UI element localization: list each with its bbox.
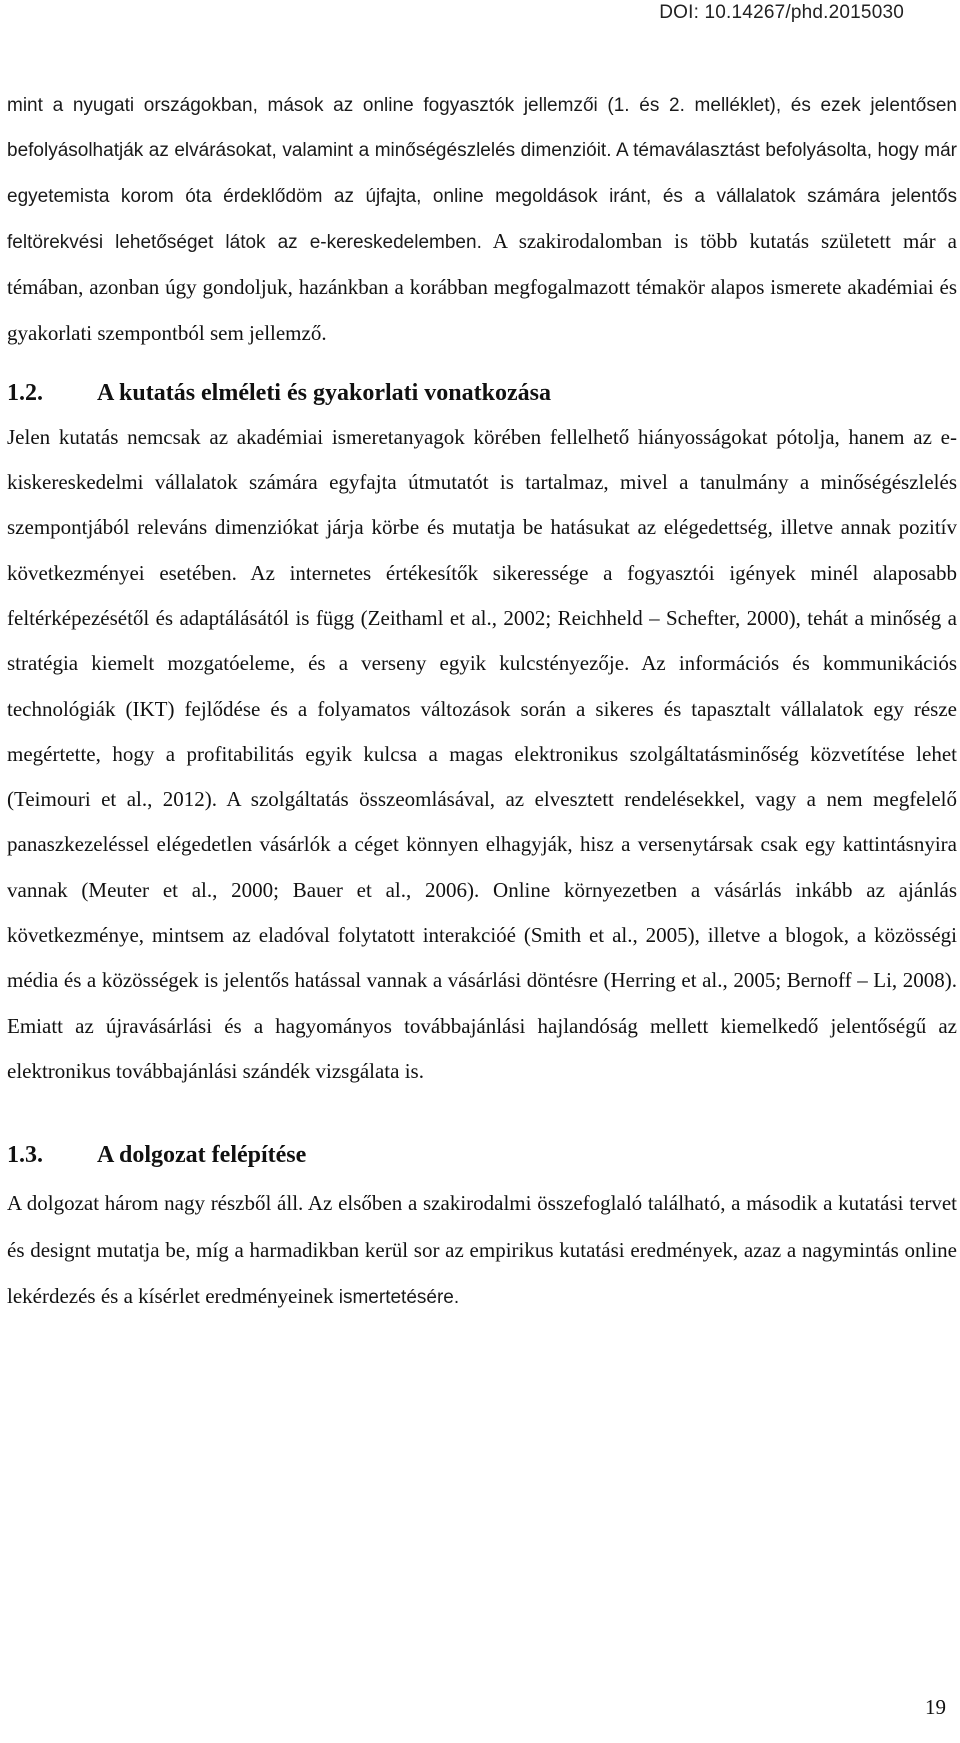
page-body bbox=[7, 83, 957, 1320]
structure-paragraph-sans-part: ismertetésére. bbox=[338, 1286, 460, 1308]
section-title: A dolgozat felépítése bbox=[97, 1142, 307, 1169]
section-heading-1-3 bbox=[7, 1142, 957, 1169]
section-heading-1-2 bbox=[7, 380, 957, 407]
structure-paragraph-serif-part: A dolgozat három nagy részből áll. Az elsőben a szakirodalmi összefoglaló található, a második a kutatási tervet és designt mutatja be, míg a harmadikban kerül sor az empirikus kutatási eredmények, azaz a nagymintás online lekérdezés és a kísérlet eredményeinek bbox=[7, 1191, 957, 1308]
section-number: 1.2. bbox=[7, 379, 43, 406]
structure-paragraph bbox=[7, 1181, 957, 1320]
relevance-paragraph: Jelen kutatás nemcsak az akadémiai ismeretanyagok körében fellelhető hiányosságokat pótolja, hanem az e-kiskereskedelmi vállalatok számára egyfajta útmutatót is tartalmaz, mivel a tanulmány a minőségészlelés szempontjából releváns dimenziókat járja körbe és mutatja be hatásukat az elégedettség, illetve annak pozitív következményei esetében. Az internetes értékesítők sikeressége a fogyasztói igények minél alaposabb feltérképezésétől és adaptálásától is függ (Zeithaml et al., 2002; Reichheld – Schefter, 2000), tehát a minőség a stratégia kiemelt mozgatóeleme, és a verseny egyik kulcstényezője. Az információs és kommunikációs technológiák (IKT) fejlődése és a folyamatos változások során a sikeres és tapasztalt vállalatok egy része megértette, hogy a profitabilitás egyik kulcsa a magas elektronikus szolgáltatásminőség közvetítése lehet (Teimouri et al., 2012). A szolgáltatás összeomlásával, az elvesztett rendelésekkel, vagy a nem megfelelő panaszkezeléssel elégedetlen vásárlók a céget könnyen elhagyják, hisz a versenytársak csak egy kattintásnyira vannak (Meuter et al., 2000; Bauer et al., 2006). Online környezetben a vásárlás inkább az ajánlás következménye, mintsem az eladóval folytatott interakcióé (Smith et al., 2005), illetve a blogok, a közösségi média és a közösségek is jelentős hatással vannak a vásárlási döntésre (Herring et al., 2005; Bernoff – Li, 2008). Emiatt az újravásárlási és a hagyományos továbbajánlási hajlandóság mellett kiemelkedő jelentőségű az elektronikus továbbajánlási szándék vizsgálata is. bbox=[7, 424, 957, 1083]
intro-paragraph bbox=[7, 83, 957, 358]
section-number: 1.3. bbox=[7, 1142, 43, 1169]
doi-header: DOI: 10.14267/phd.2015030 bbox=[659, 2, 904, 23]
intro-paragraph-sans-part: mint a nyugati országokban, mások az online fogyasztók jellemzői (1. és 2. melléklet), és ezek jelentősen befolyásolhatják az elvárásokat, valamint a minőségészlelés dimenzióit. A témaválasztást befolyásolta, hogy már egyetemista korom óta érdeklődöm az újfajta, online megoldások iránt, és a vállalatok számára jelentős feltörekvési lehetőséget látok az e-kereskedelemben. bbox=[7, 95, 957, 253]
section-title: A kutatás elméleti és gyakorlati vonatkozása bbox=[97, 379, 551, 406]
intro-paragraph-serif-part: A szakirodalomban is több kutatás született már a témában, azonban úgy gondoljuk, hazánkban a korábban megfogalmazott témakör alapos ismerete akadémiai és gyakorlati szempontból sem jellemző. bbox=[7, 228, 957, 346]
page-number: 19 bbox=[925, 1695, 946, 1719]
